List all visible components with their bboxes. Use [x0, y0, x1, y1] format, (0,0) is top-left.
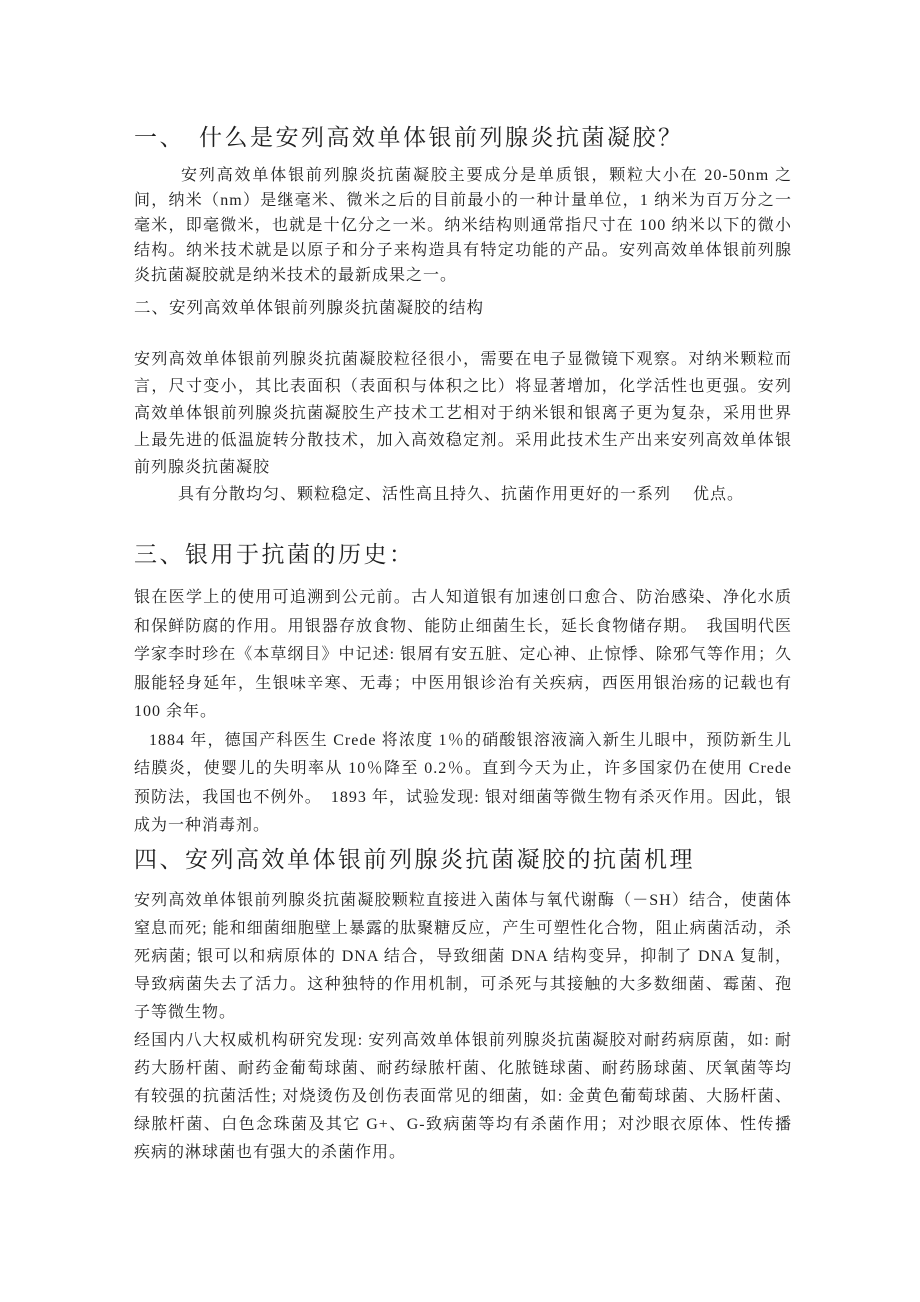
section-2-heading: 二、安列高效单体银前列腺炎抗菌凝胶的结构: [134, 298, 484, 317]
section-3-paragraph-2: 1884 年，德国产科医生 Crede 将浓度 1％的硝酸银溶液滴入新生儿眼中，预防新生儿结膜炎，使婴儿的失明率从 10％降至 0.2％。直到今天为止，许多国家仍在使用 Crede 预防法，我国也不例外。 1893 年，试验发现: 银对细菌等微生物有杀灭作用。因此，银成为一种消毒剂。: [134, 731, 792, 834]
section-4-paragraph-1: 安列高效单体银前列腺炎抗菌凝胶颗粒直接进入菌体与氧代谢酶（－SH）结合，使菌体窒息而死; 能和细菌细胞壁上暴露的肽聚糖反应，产生可塑性化合物，阻止病菌活动，杀死病菌; 银可以和病原体的 DNA 结合，导致细菌 DNA 结构变异，抑制了 DNA 复制，导致病菌失去了活力。这种独特的作用机制，可杀死与其接触的大多数细菌、霉菌、孢子等微生物。: [134, 891, 792, 1021]
section-1-heading: 一、 什么是安列高效单体银前列腺炎抗菌凝胶？: [134, 125, 684, 150]
section-2-paragraph: 安列高效单体银前列腺炎抗菌凝胶粒径很小，需要在电子显微镜下观察。对纳米颗粒而言，尺寸变小，其比表面积（表面积与体积之比）将显著增加，化学活性也更强。安列高效单体银前列腺炎抗菌凝胶生产技术工艺相对于纳米银和银离子更为复杂，采用世界上最先进的低温旋转分散技术，加入高效稳定剂。采用此技术生产出来安列高效单体银前列腺炎抗菌凝胶: [134, 351, 792, 476]
section-4-heading: 四、安列高效单体银前列腺炎抗菌凝胶的抗菌机理: [134, 846, 695, 872]
section-4-paragraph-2: 经国内八大权威机构研究发现: 安列高效单体银前列腺炎抗菌凝胶对耐药病原菌，如: 耐药大肠杆菌、耐药金葡萄球菌、耐药绿脓杆菌、化脓链球菌、耐药肠球菌、厌氧菌等均有较强的抗菌活性; 对烧烫伤及创伤表面常见的细菌，如: 金黄色葡萄球菌、大肠杆菌、绿脓杆菌、白色念珠菌及其它 G+、G-致病菌等均有杀菌作用；对沙眼衣原体、性传播疾病的淋球菌也有强大的杀菌作用。: [134, 1031, 792, 1161]
section-3-paragraph-1: 银在医学上的使用可追溯到公元前。古人知道银有加速创口愈合、防治感染、净化水质和保鲜防腐的作用。用银器存放食物、能防止细菌生长，延长食物储存期。 我国明代医学家李时珍在《本草纲目》中记述: 银屑有安五脏、定心神、止惊悸、除邪气等作用；久服能轻身延年，生银味辛寒、无毒；中医用银诊治有关疾病，西医用银治疡的记载也有 100 余年。: [134, 589, 792, 720]
section-3-heading: 三、银用于抗菌的历史：: [134, 542, 415, 567]
section-1-paragraph: 安列高效单体银前列腺炎抗菌凝胶主要成分是单质银，颗粒大小在 20-50nm 之间，纳米（nm）是继毫米、微米之后的目前最小的一种计量单位，1 纳米为百万分之一毫米，即毫微米，也就是十亿分之一米。纳米结构则通常指尺寸在 100 纳米以下的微小结构。纳米技术就是以原子和分子来构造具有特定功能的产品。安列高效单体银前列腺炎抗菌凝胶就是纳米技术的最新成果之一。: [134, 167, 792, 284]
section-2-paragraph-tail: 具有分散均匀、颗粒稳定、活性高且持久、抗菌作用更好的一系列 优点。: [178, 486, 745, 503]
